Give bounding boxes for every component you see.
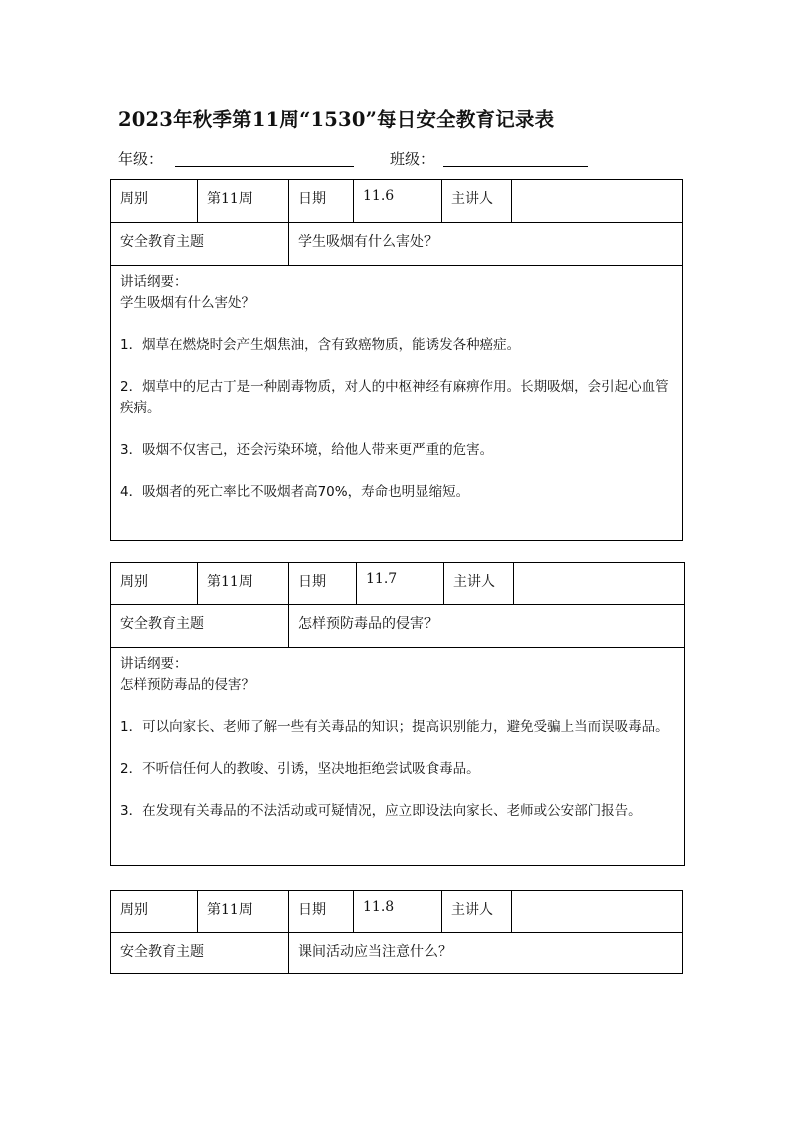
outline-label: 讲话纲要： [120, 656, 188, 672]
outline-label: 讲话纲要： [120, 274, 188, 290]
speaker-value[interactable] [512, 891, 683, 933]
class-field[interactable] [443, 166, 588, 167]
topic-value: 课间活动应当注意什么？ [289, 933, 683, 974]
grade-label: 年级： [118, 150, 164, 168]
outline-cell [111, 266, 683, 541]
class-label: 班级： [390, 150, 436, 168]
week-value: 第11周 [198, 180, 289, 223]
date-value: 11.7 [357, 563, 444, 605]
grade-field[interactable] [175, 166, 354, 167]
speaker-label: 主讲人 [442, 891, 512, 933]
date-value: 11.8 [354, 891, 442, 933]
speaker-label: 主讲人 [442, 180, 512, 223]
week-value: 第11周 [198, 563, 289, 605]
outline-point: 3．在发现有关毒品的不法活动或可疑情况，应立即设法向家长、老师或公安部门报告。 [120, 803, 642, 819]
week-label: 周别 [111, 891, 198, 933]
outline-point: 3．吸烟不仅害己，还会污染环境，给他人带来更严重的危害。 [120, 442, 494, 458]
week-label: 周别 [111, 180, 198, 223]
outline-title: 怎样预防毒品的侵害？ [120, 677, 255, 693]
record-table-1 [110, 179, 683, 541]
outline-title: 学生吸烟有什么害处？ [120, 295, 255, 311]
outline-point: 4．吸烟者的死亡率比不吸烟者高70%，寿命也明显缩短。 [120, 484, 470, 500]
page-title: 2023年秋季第11周“1530”每日安全教育记录表 [118, 108, 555, 131]
outline-point: 1．可以向家长、老师了解一些有关毒品的知识；提高识别能力，避免受骗上当而误吸毒品。 [120, 719, 669, 735]
topic-label: 安全教育主题 [111, 605, 289, 648]
week-label: 周别 [111, 563, 198, 605]
week-value: 第11周 [198, 891, 289, 933]
topic-label: 安全教育主题 [111, 223, 289, 266]
speaker-label: 主讲人 [444, 563, 514, 605]
topic-label: 安全教育主题 [111, 933, 289, 974]
date-label: 日期 [289, 563, 357, 605]
record-table-2 [110, 562, 685, 866]
topic-value: 怎样预防毒品的侵害？ [289, 605, 685, 648]
outline-point: 1．烟草在燃烧时会产生烟焦油，含有致癌物质，能诱发各种癌症。 [120, 337, 521, 353]
date-label: 日期 [289, 891, 354, 933]
outline-point: 2．不听信任何人的教唆、引诱，坚决地拒绝尝试吸食毒品。 [120, 761, 480, 777]
outline-point: 2．烟草中的尼古丁是一种剧毒物质，对人的中枢神经有麻痹作用。长期吸烟，会引起心血管疾病。 [120, 379, 669, 416]
topic-value: 学生吸烟有什么害处？ [289, 223, 683, 266]
date-label: 日期 [289, 180, 354, 223]
speaker-value[interactable] [512, 180, 683, 223]
outline-cell [111, 648, 685, 866]
speaker-value[interactable] [514, 563, 685, 605]
record-table-3 [110, 890, 683, 974]
date-value: 11.6 [354, 180, 442, 223]
